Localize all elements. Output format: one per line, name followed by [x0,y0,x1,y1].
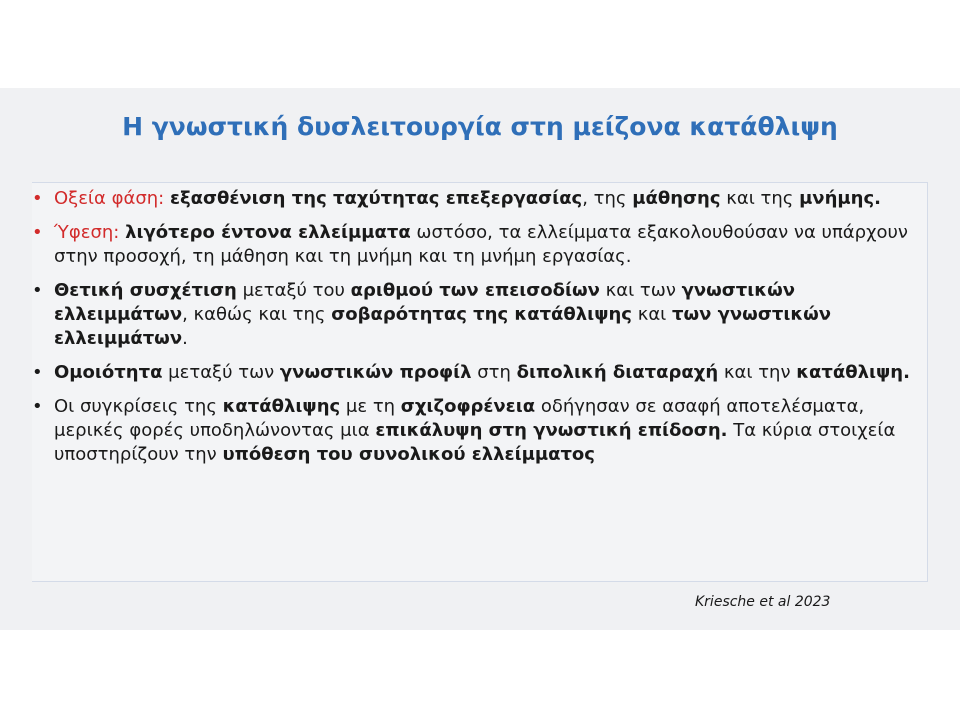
bullet-text-segment: οδήγησαν σε ασαφή αποτελέσματα, μερικές φορές υποδηλώνοντας μια [54,396,865,441]
slide-title: Η γνωστική δυσλειτουργία στη μείζονα κατάθλιψη [122,112,838,141]
bullet-item [32,279,928,351]
bullet-text-segment: επικάλυψη στη γνωστική επίδοση. [375,420,728,441]
bullet-text-segment: λιγότερο έντονα ελλείμματα [125,222,411,243]
bullet-text-segment: Ύφεση: [54,222,126,243]
bullet-text-segment: μνήμης. [799,188,881,209]
bullet-item [32,221,928,269]
bullet-text-segment: υπόθεση του συνολικού ελλείμματος [222,444,595,465]
citation: Kriesche et al 2023 [695,594,831,610]
bullet-text-segment: Θετική συσχέτιση [54,280,237,301]
bullet-text-segment: των γνωστικών ελλειμμάτων [54,304,832,349]
bullet-marker: • [32,396,43,417]
content-box [32,182,928,582]
bullet-text-segment: γνωστικών ελλειμμάτων [54,280,796,325]
bullet-text-segment: , της [582,188,633,209]
bullet-text-segment: Οι συγκρίσεις της [54,396,223,417]
bullet-item [32,395,928,467]
bullet-text-segment: γνωστικών προφίλ [279,362,472,383]
bullet-text-segment: στη [471,362,517,383]
bullet-text-segment: και της [720,188,800,209]
bullet-marker: • [32,280,43,301]
bullet-item [32,361,928,385]
bullet-text-segment: και [631,304,672,325]
bullet-text-segment: ωστόσο, τα ελλείμματα εξακολουθούσαν να υπάρχουν στην προσοχή, τη μάθηση και τη μνήμη και τη μνήμη εργασίας. [54,222,908,267]
bullet-text-segment: με τη [340,396,401,417]
bullet-text-segment: αριθμού των επεισοδίων [350,280,600,301]
bullet-text-segment: μάθησης [632,188,721,209]
bullet-text-segment: διπολική διαταραχή [516,362,719,383]
bullet-marker: • [32,362,43,383]
bullet-text-segment: εξασθένιση της ταχύτητας επεξεργασίας [169,188,583,209]
bullet-text-segment: κατάθλιψη. [796,362,910,383]
bullet-text-segment: και των [599,280,682,301]
bullet-text-segment: μεταξύ του [236,280,351,301]
bullet-marker: • [32,222,43,243]
bullet-text-segment: σοβαρότητας της κατάθλιψης [331,304,632,325]
bullet-item [32,187,928,211]
bullet-text-segment: Οξεία φάση [54,188,159,209]
bullet-text-segment: , καθώς και της [182,304,332,325]
bullet-text-segment: και την [718,362,797,383]
bullet-text-segment: : [158,188,170,209]
bullet-text-segment: κατάθλιψης [222,396,341,417]
bullet-text-segment: . [182,328,188,349]
bullet-marker: • [32,188,43,209]
bullet-text-segment: Ομοιότητα [54,362,163,383]
bullet-list [32,187,928,477]
bullet-text-segment: μεταξύ των [162,362,280,383]
bullet-text-segment: σχιζοφρένεια [400,396,536,417]
bullet-text-segment: Τα κύρια στοιχεία υποστηρίζουν την [54,420,896,465]
